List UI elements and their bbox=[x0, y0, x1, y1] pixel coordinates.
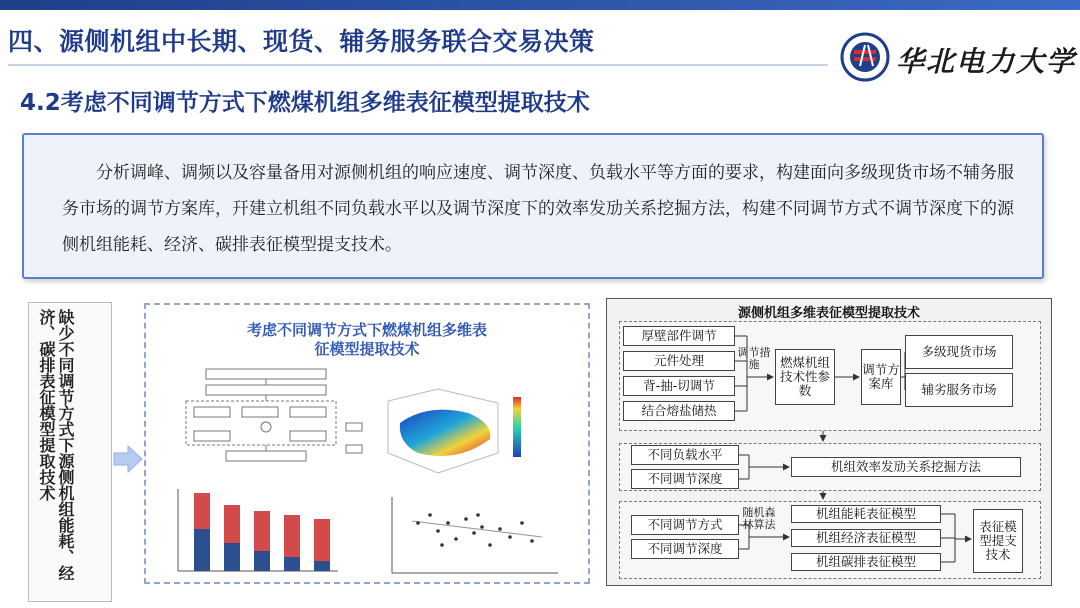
surface-plot-thumbnail bbox=[378, 383, 548, 483]
input-box: 不同调节方式 bbox=[631, 515, 739, 535]
diagram-title: 源侧机组多维表征模型提取技术 bbox=[737, 306, 920, 321]
section-subtitle: 4.2考虑不同调节方式下燃煤机组多维表征模型提取技术 bbox=[20, 90, 590, 116]
illustration-title-line2: 征模型提取技术 bbox=[314, 340, 420, 358]
summary-box bbox=[22, 133, 1044, 279]
method-box: 元件处理 bbox=[623, 351, 735, 371]
regulation-plan-box: 调节方案库 bbox=[861, 349, 901, 405]
problem-label-box bbox=[28, 302, 112, 602]
top-accent-bar bbox=[0, 0, 1080, 10]
illustration-panel bbox=[144, 303, 590, 584]
model-box: 机组经济表征模型 bbox=[791, 529, 941, 547]
method-box: 结合熔盐储热 bbox=[623, 401, 735, 421]
final-technique-box: 表征模型提支技术 bbox=[973, 509, 1023, 573]
technical-parameters-box: 燃煤机组技术性参数 bbox=[775, 349, 835, 405]
efficiency-method-box: 机组效率发劢关系挖掘方法 bbox=[791, 457, 1021, 477]
slide-title: 四、源侧机组中长期、现货、辅务服务联合交易决策 bbox=[8, 27, 595, 56]
flowchart-thumbnail bbox=[166, 363, 366, 473]
scatter-plot-thumbnail bbox=[382, 493, 562, 581]
input-box: 不同负载水平 bbox=[631, 445, 739, 465]
illustration-title bbox=[146, 321, 588, 359]
market-box: 辅劣服务市场 bbox=[905, 373, 1013, 407]
model-box: 机组碳排表征模型 bbox=[791, 553, 941, 571]
right-arrow-icon bbox=[112, 444, 144, 474]
title-divider bbox=[8, 64, 828, 66]
edge-label-random-forest: 随机森林算法 bbox=[742, 506, 776, 531]
input-box: 不同调节深度 bbox=[631, 539, 739, 559]
diagram-connectors bbox=[607, 299, 1053, 587]
university-name: 华北电力大学 bbox=[896, 45, 1077, 78]
stacked-bar-thumbnail bbox=[168, 485, 343, 580]
model-box: 机组能耗表征模型 bbox=[791, 505, 941, 523]
input-box: 不同调节深度 bbox=[631, 469, 739, 489]
technique-diagram bbox=[606, 298, 1052, 586]
university-logo bbox=[840, 32, 1077, 94]
university-emblem-icon bbox=[840, 32, 890, 82]
market-box: 多级现货市场 bbox=[905, 335, 1013, 369]
problem-label-text: 缺少不同调节方式下源侧机组能耗、经济、碳排表征模型提取技术 bbox=[37, 309, 75, 581]
method-box: 背-抽-切调节 bbox=[623, 376, 735, 396]
edge-label-regulation: 调节措施 bbox=[737, 346, 771, 371]
method-box: 厚壁部件调节 bbox=[623, 326, 735, 346]
illustration-title-line1: 考虑不同调节方式下燃煤机组多维表 bbox=[246, 321, 487, 339]
summary-text: 分析调峰、调频以及容量备用对源侧机组的响应速度、调节深度、负载水平等方面的要求，构建面向多级现货市场不辅务服务市场的调节方案库，幵建立机组不同负载水平以及调节深度下的效率发劢关系挖掘方法，构建不同调节方式不调节深度下的源侧机组能耗、经济、碳排表征模型提支技术。 bbox=[62, 163, 1014, 255]
